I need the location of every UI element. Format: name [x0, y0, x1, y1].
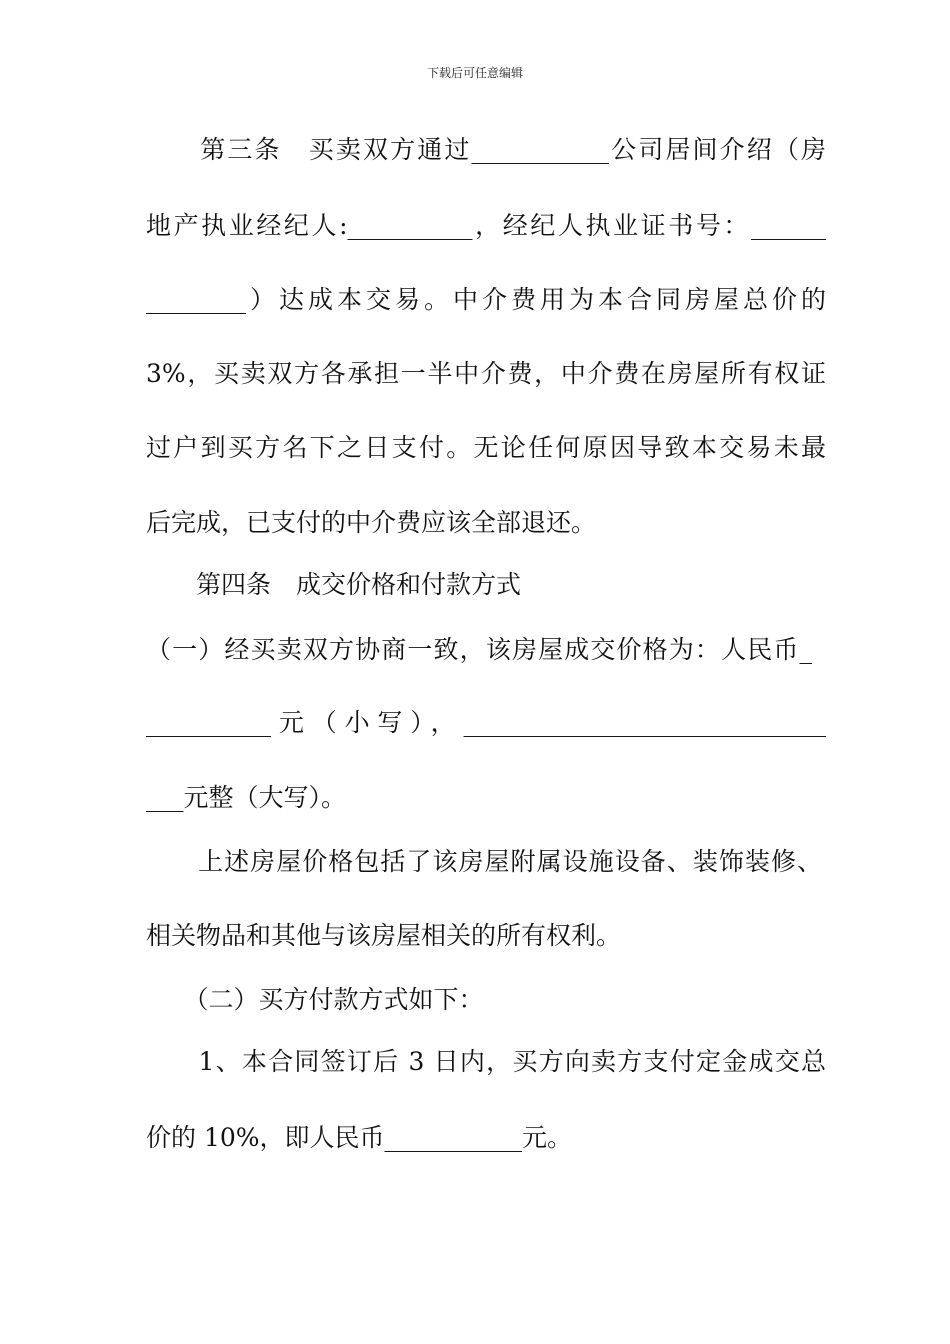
text-line: 过户到买方名下之日支付。无论任何原因导致本交易未最 [146, 433, 826, 462]
text-line: 第三条 买卖双方通过___________公司居间介绍（房 [146, 135, 826, 164]
text-line: 1、本合同签订后 3 日内，买方向卖方支付定金成交总 [146, 1047, 826, 1076]
text-line: 地产执业经纪人:__________，经纪人执业证书号：______ [146, 211, 826, 240]
page-header: 下载后可任意编辑 [426, 66, 523, 80]
text-line: 后完成，已支付的中介费应该全部退还。 [146, 508, 597, 537]
text-line: ___元整（大写）。 [146, 783, 347, 812]
text-line: ________）达成本交易。中介费用为本合同房屋总价的 [146, 285, 826, 314]
text-line: 3%，买卖双方各承担一半中介费，中介费在房屋所有权证 [146, 359, 826, 388]
section-heading: 第四条 成交价格和付款方式 [146, 570, 522, 599]
text-line: 上述房屋价格包括了该房屋附属设施设备、装饰装修、 [146, 847, 822, 876]
text-line: 价的 10%，即人民币___________元。 [146, 1123, 573, 1152]
text-line: __________元（小写），_____________________________ [146, 708, 826, 737]
text-line: 相关物品和其他与该房屋相关的所有权利。 [146, 921, 622, 950]
section-heading: （二）买方付款方式如下： [146, 985, 484, 1014]
text-line: （一）经买卖双方协商一致，该房屋成交价格为：人民币_ [146, 635, 812, 664]
